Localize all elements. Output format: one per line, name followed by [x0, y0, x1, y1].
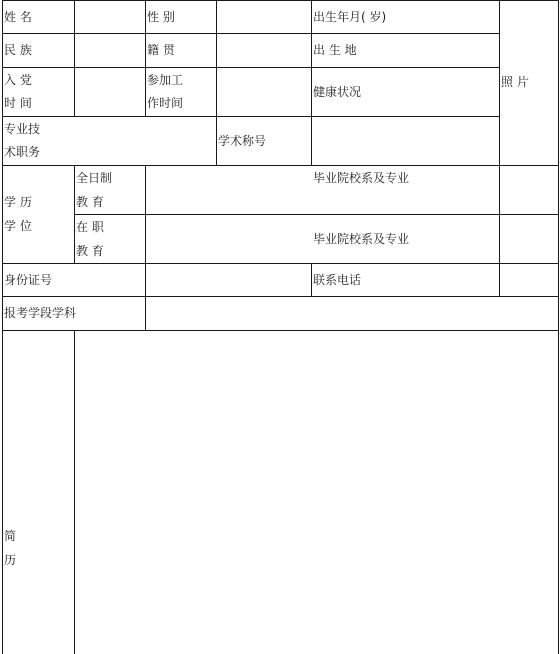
fulltime-label: 教 育	[76, 195, 104, 209]
grid-line	[558, 0, 559, 654]
work-start-label: 参加工	[147, 73, 184, 87]
id-number-label: 身份证号	[4, 273, 53, 287]
academic-title-field[interactable]	[312, 117, 499, 165]
education-label: 学 历	[4, 195, 32, 209]
fulltime-school-field[interactable]	[500, 166, 558, 214]
grid-line	[145, 0, 146, 116]
work-start-field[interactable]	[217, 68, 311, 116]
party-date-label: 时 间	[4, 96, 32, 110]
birthplace-label: 出 生 地	[313, 43, 357, 57]
fulltime-degree-field[interactable]	[146, 166, 311, 214]
pro-title-label: 专业技	[4, 122, 41, 136]
pro-title-field[interactable]	[75, 117, 216, 165]
ethnicity-field[interactable]	[75, 34, 145, 67]
resume-label: 简	[4, 529, 17, 543]
party-date-field[interactable]	[75, 68, 145, 116]
inservice-label: 教 育	[76, 244, 104, 258]
name-field[interactable]	[75, 1, 145, 33]
gender-label: 性 别	[147, 10, 175, 24]
id-number-field[interactable]	[146, 264, 311, 296]
photo-label: 照 片	[501, 75, 529, 89]
resume-field[interactable]	[75, 331, 558, 654]
native-place-label: 籍 贯	[147, 43, 175, 57]
fulltime-label: 全日制	[76, 171, 113, 185]
fulltime-school-label: 毕业院校系及专业	[313, 171, 410, 185]
phone-field[interactable]	[500, 264, 558, 296]
resume-label: 历	[4, 553, 17, 567]
subject-field[interactable]	[146, 297, 558, 330]
education-label: 学 位	[4, 219, 32, 233]
ethnicity-label: 民 族	[4, 43, 32, 57]
name-label: 姓 名	[4, 10, 32, 24]
party-date-label: 入 党	[4, 73, 32, 87]
health-label: 健康状况	[313, 85, 362, 99]
gender-field[interactable]	[217, 1, 311, 33]
inservice-school-label: 毕业院校系及专业	[313, 232, 410, 246]
inservice-label: 在 职	[76, 220, 104, 234]
work-start-label: 作时间	[147, 96, 184, 110]
grid-line	[74, 165, 75, 263]
birth-date-label: 出生年月( 岁)	[313, 10, 387, 24]
subject-label: 报考学段学科	[4, 306, 77, 320]
grid-line	[311, 263, 312, 296]
academic-title-label: 学术称号	[218, 134, 267, 148]
native-place-field[interactable]	[217, 34, 311, 67]
inservice-school-field[interactable]	[500, 215, 558, 263]
inservice-degree-field[interactable]	[146, 215, 311, 263]
phone-label: 联系电话	[313, 273, 362, 287]
grid-line	[2, 0, 3, 654]
pro-title-label: 术职务	[4, 145, 41, 159]
